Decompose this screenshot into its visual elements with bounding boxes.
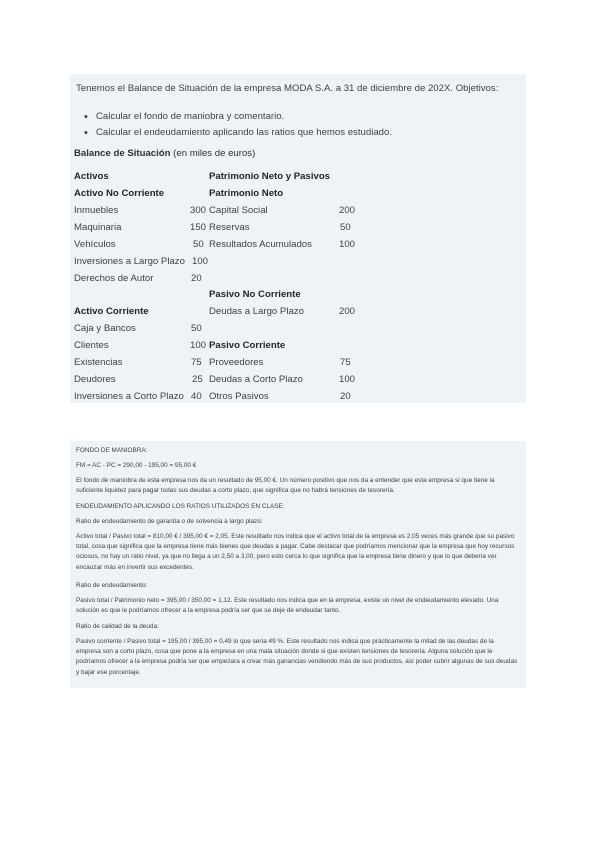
anc-label: Inmuebles [74,205,119,216]
fm-comment: El fondo de maniobra de esta empresa nos da un resultado de 95,00 €. Un número positivo que nos da a entender que esta empresa si que tiene la suficiente liquidez para pagar todas sus deudas a corto plazo, que significa que no habrá tensiones de tesorería. [76,477,495,495]
objectives-list [84,109,392,141]
ratios-title: ENDEUDAMIENTO APLICANDO LOS RATIOS UTILIZADOS EN CLASE: [76,503,285,510]
anc-value: 150 [190,222,207,233]
ratio-solvencia-text: Activo total / Pasivo total = 810,00 € / 395,00 € = 2,05. Este resultado nos indica que el activo total de la empresa es 2,05 veces más grande que su pasivo total, cosa que significa que la empresa tiene más bienes que deudas a pagar. Cabe destacar que podríamos mencionar que la empresa que hoy recursos ociosos, no hay un ratio nivel, ya que no llega a un 2,50 a 3,00, pero esto cerca lo que significa que la empresa tiene dinero y que lo que debería ver encauzar más en invertir sus excedentes. [76,533,515,571]
pc-label: Proveedores [209,357,264,368]
ac-value: 100 [190,340,207,351]
ac-label: Existencias [74,357,123,368]
pn-label: Resultados Acumulados [209,239,312,250]
pc-value: 100 [339,374,356,385]
anc-label: Derechos de Autor [74,273,154,284]
pc-value: 75 [340,357,351,368]
pnc-header: Pasivo No Corriente [209,289,301,300]
pc-value: 20 [340,391,351,402]
ac-label: Inversiones a Corto Plazo [74,391,184,402]
objective-item: • Calcular el fondo de maniobra y comentario. [84,109,392,125]
pc-label: Otros Pasivos [209,391,269,402]
objective-item: • Calcular el endeudamiento aplicando las ratios que hemos estudiado. [84,125,392,141]
pn-value: 100 [339,239,356,250]
ac-value: 40 [191,391,202,402]
pn-label: Capital Social [209,205,268,216]
pn-pasivos-header: Patrimonio Neto y Pasivos [209,171,331,182]
balance-title-bold: Balance de Situación [74,148,171,159]
activos-header: Activos [74,171,109,182]
pn-value: 200 [339,205,356,216]
pc-label: Deudas a Corto Plazo [209,374,303,385]
ac-label: Caja y Bancos [74,323,136,334]
anc-value: 100 [192,256,209,267]
fm-title: FONDO DE MANIOBRA: [76,447,148,454]
anc-value: 300 [190,205,207,216]
pnc-label: Deudas a Largo Plazo [209,306,304,317]
anc-header: Activo No Corriente [74,188,165,199]
ac-value: 50 [191,323,202,334]
fm-formula: FM = AC - PC = 290,00 - 195,00 = 95,00 € [76,462,197,469]
anc-label: Inversiones a Largo Plazo [74,256,185,267]
exercise-statement-panel [70,74,526,403]
pc-header: Pasivo Corriente [209,340,286,351]
ratio-endeudamiento-title: Ratio de endeudamiento: [76,582,148,589]
ac-label: Deudores [74,374,116,385]
ratio-calidad-text: Pasivo corriente / Pasivo total = 195,00 / 395,00 = 0,49 lo que sería 49 %. Este resultado nos indica que prácticamente la mitad de las deudas de la empresa son a corto plazo, cosa que pone a la empresa en una mala situación donde si que existen tensiones de tesorería. Alguna solución que le podríamos ofrecer a la empresa podría ser que empezara a crear más ganancias vendiendo más de sus productos, así poder cubrir algunas de sus deudas y bajar ese porcentaje. [76,638,518,676]
balance-title [74,148,255,159]
solution-panel [70,441,526,688]
anc-value: 50 [193,239,204,250]
ac-header: Activo Corriente [74,306,149,317]
pnc-value: 200 [339,306,356,317]
balance-title-units: (en miles de euros) [170,148,256,159]
anc-value: 20 [191,273,202,284]
pn-value: 50 [340,222,351,233]
pn-label: Reservas [209,222,250,233]
intro-text: Tenemos el Balance de Situación de la empresa MODA S.A. a 31 de diciembre de 202X. Objetivos: [76,83,499,94]
ac-label: Clientes [74,340,109,351]
anc-label: Maquinaria [74,222,122,233]
pn-header: Patrimonio Neto [209,188,284,199]
ratio-endeudamiento-text: Pasivo total / Patrimonio neto = 395,00 / 350,00 = 1,12. Este resultado nos indica que en la empresa, existe un nivel de endeudamiento elevado. Una solución es que le podríamos ofrecer a la empresa podría ser que se deje de endeudar tanto. [76,597,499,615]
ratio-solvencia-title: Ratio de endeudamiento de garantía o de solvencia a largo plazo: [76,518,263,525]
ac-value: 25 [192,374,203,385]
ac-value: 75 [191,357,202,368]
ratio-calidad-title: Ratio de calidad de la deuda: [76,623,159,630]
anc-label: Vehículos [74,239,116,250]
